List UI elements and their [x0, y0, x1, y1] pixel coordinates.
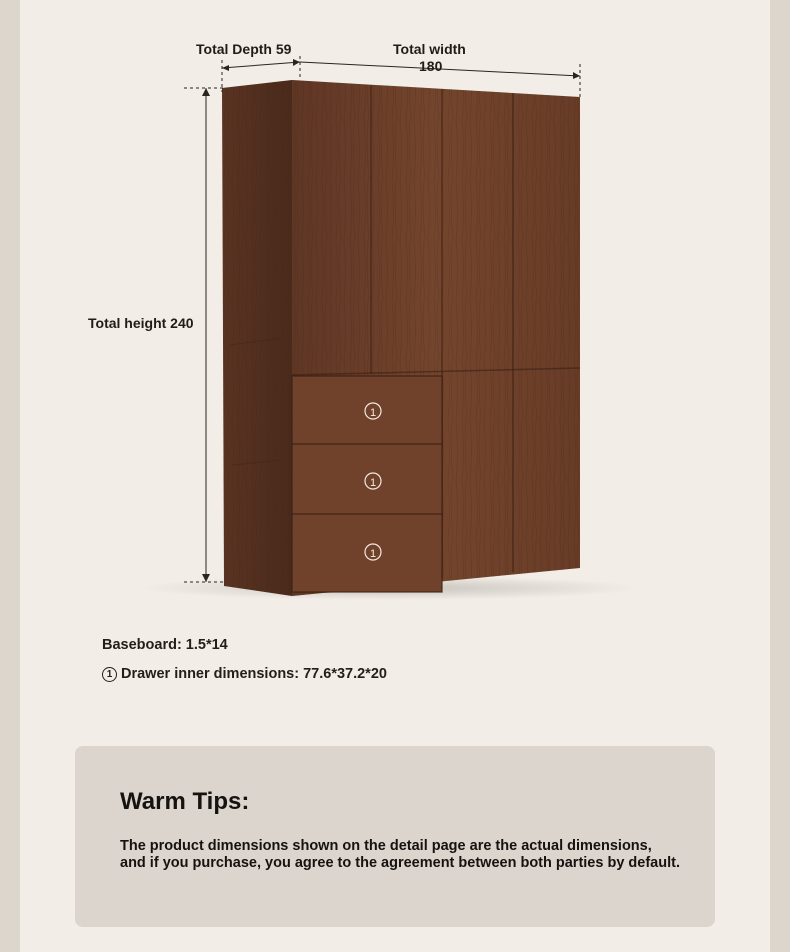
drawer-marker-1: 1 [369, 407, 377, 419]
wardrobe-front [292, 80, 580, 596]
drawer-top [292, 376, 442, 446]
drawer-marker-3: 1 [369, 548, 377, 560]
depth-label: Total Depth 59 [196, 41, 292, 57]
drawer-number-icon: 1 [102, 667, 117, 682]
warm-tips-body: The product dimensions shown on the detail page are the actual dimensions, and if you purchase, you agree to the agreement between both parties by default. [120, 838, 680, 871]
width-label: Total width [393, 41, 466, 57]
drawer-bottom [292, 514, 442, 592]
drawer-inner-text: Drawer inner dimensions: 77.6*37.2*20 [121, 666, 387, 682]
product-detail-page [20, 0, 770, 952]
drawer-marker-2: 1 [369, 477, 377, 489]
drawer-middle [292, 444, 442, 516]
warm-tips-box [75, 746, 715, 927]
width-value: 180 [419, 58, 443, 74]
height-label: Total height 240 [88, 315, 194, 331]
wardrobe-side-panel [222, 80, 292, 596]
drawer-inner-note [102, 666, 387, 682]
warm-tips-title: Warm Tips: [120, 788, 250, 815]
wardrobe-illustration [20, 0, 770, 620]
baseboard-note: Baseboard: 1.5*14 [102, 637, 228, 653]
